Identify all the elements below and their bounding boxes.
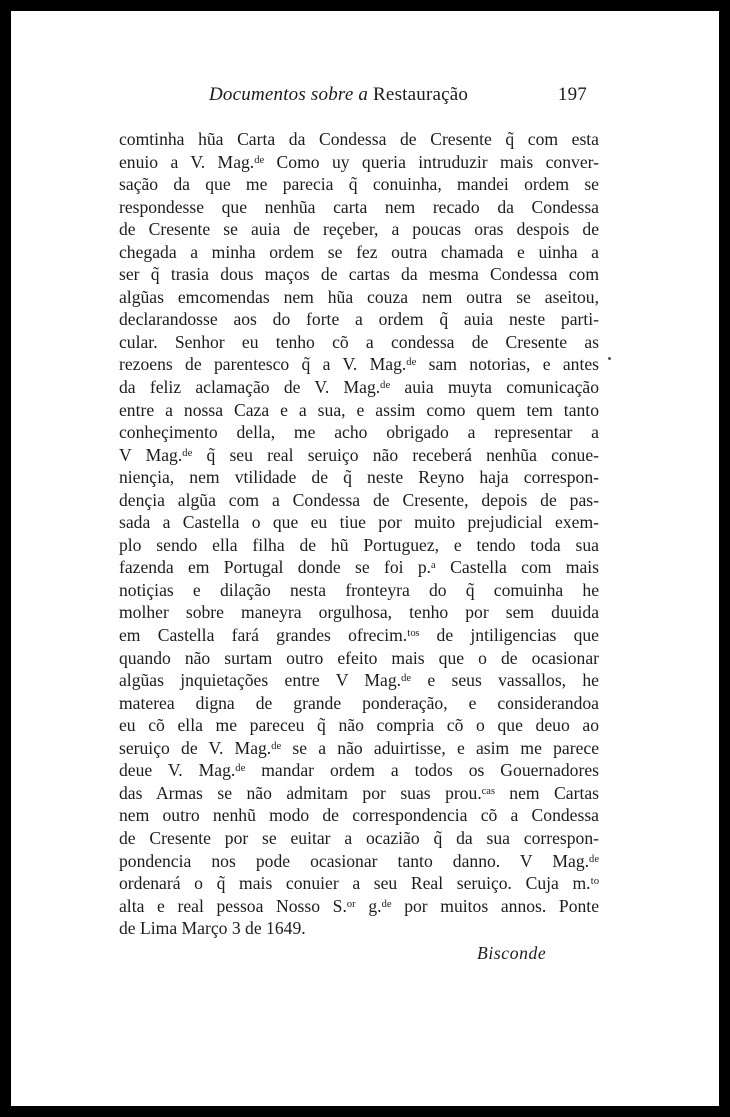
text-line: V Mag.ᵈᵉ q̃ seu real seruiço não receberá nenhũa conue- xyxy=(119,444,599,465)
text-line: respondesse que nenhũa carta nem recado da Condessa xyxy=(119,196,599,217)
text-line: eu cõ ella me pareceu q̃ não compria cõ o que deuo ao xyxy=(119,715,599,736)
text-line: algũas emcomendas nem hũa couza nem outra se aseitou, xyxy=(119,286,599,307)
text-line: comtinha hũa Carta da Condessa de Cresente q̃ com esta xyxy=(119,129,599,149)
text-line: nem outro nenhũ modo de correspondencia cõ a Condessa xyxy=(119,805,599,826)
text-line: fazenda em Portugal donde se foi p.ᵃ Castella com mais xyxy=(119,557,599,578)
text-line: materea digna de grande ponderação, e considerandoa xyxy=(119,692,599,713)
text-line: niençia, nem vtilidade de q̃ neste Reyno haja correspon- xyxy=(119,467,599,488)
text-line: alta e real pessoa Nosso S.ᵒʳ g.ᵈᵉ por muitos annos. Ponte xyxy=(119,895,599,916)
text-line: sada a Castella o que eu tiue por muito prejudicial exem- xyxy=(119,512,599,533)
text-line: das Armas se não admitam por suas prou.ᶜᵃˢ nem Cartas xyxy=(119,782,599,803)
text-line: da feliz aclamação de V. Mag.ᵈᵉ auia muyta comunicação xyxy=(119,377,599,398)
text-line: entre a nossa Caza e a sua, e assim como quem tem tanto xyxy=(119,399,599,420)
text-line: enuio a V. Mag.ᵈᵉ Como uy queria intruduzir mais conver- xyxy=(119,151,599,172)
text-line: ordenará o q̃ mais conuier a seu Real seruiço. Cuja m.ᵗᵒ xyxy=(119,873,599,894)
text-line: de Lima Março 3 de 1649. xyxy=(119,918,306,939)
text-line: notiçias e dilação nesta fronteyra do q̃ comuinha he xyxy=(119,579,599,600)
page-number: 197 xyxy=(557,84,587,105)
running-title-roman: Restauração xyxy=(368,84,469,105)
text-line: ser q̃ trasia dous maços de cartas da mesma Condessa com xyxy=(119,264,599,285)
running-title-italic: Documentos sobre a xyxy=(209,84,369,105)
text-line: sação da que me parecia q̃ conuinha, mandei ordem se xyxy=(119,174,599,195)
signature: Bisconde xyxy=(477,943,547,963)
letter-body xyxy=(119,128,599,940)
paper-speck xyxy=(608,357,611,360)
text-line: cular. Senhor eu tenho cõ a condessa de Cresente as xyxy=(119,331,599,352)
text-line: em Castella fará grandes ofrecim.ᵗᵒˢ de jntiligencias que xyxy=(119,625,599,646)
text-line: molher sobre maneyra orgulhosa, tenho por sem duuida xyxy=(119,602,599,623)
document-page xyxy=(11,11,719,1106)
text-line: deue V. Mag.ᵈᵉ mandar ordem a todos os Gouernadores xyxy=(119,760,599,781)
text-line: de Cresente se auia de reçeber, a poucas oras despois de xyxy=(119,219,599,240)
text-line: chegada a minha ordem se fez outra chamada e uinha a xyxy=(119,241,599,262)
text-line: rezoens de parentesco q̃ a V. Mag.ᵈᵉ sam notorias, e antes xyxy=(119,354,599,375)
running-header xyxy=(209,84,587,110)
text-line: quando não surtam outro efeito mais que o de ocasionar xyxy=(119,647,599,668)
text-line: seruiço de V. Mag.ᵈᵉ se a não aduirtisse, e asim me parece xyxy=(119,737,599,758)
text-line: algũas jnquietações entre V Mag.ᵈᵉ e seus vassallos, he xyxy=(119,670,599,691)
text-line: declarandosse aos do forte a ordem q̃ auia neste parti- xyxy=(119,309,599,330)
text-line: dençia algũa com a Condessa de Cresente, depois de pas- xyxy=(119,489,599,510)
text-line: de Cresente por se euitar a ocazião q̃ da sua correspon- xyxy=(119,827,599,848)
running-title xyxy=(209,84,468,106)
text-line: pondencia nos pode ocasionar tanto danno. V Mag.ᵈᵉ xyxy=(119,850,599,871)
text-line: conheçimento della, me acho obrigado a representar a xyxy=(119,422,599,443)
text-line: plo sendo ella filha de hũ Portuguez, e tendo toda sua xyxy=(119,534,599,555)
